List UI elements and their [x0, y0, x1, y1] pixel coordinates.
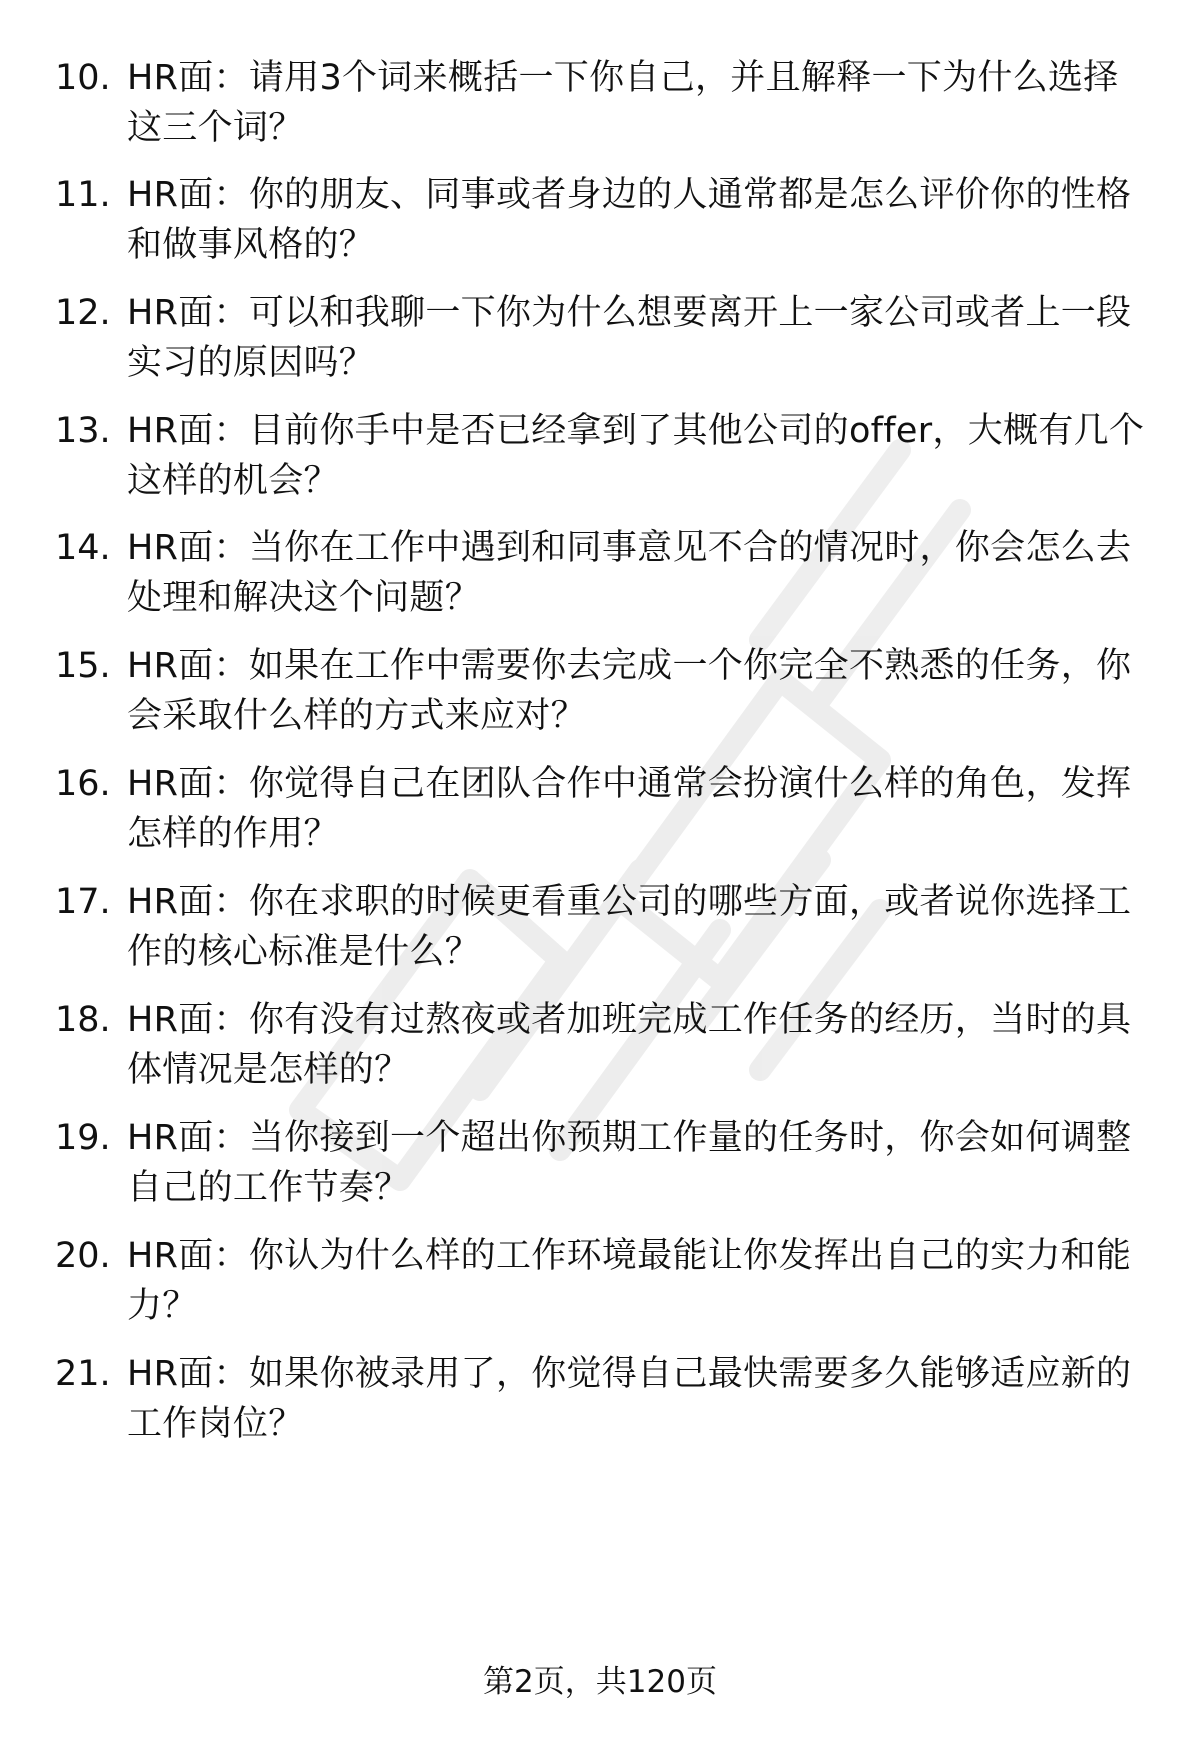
page-number-footer: 第2页，共120页	[483, 1664, 717, 1700]
question-text: HR面：请用3个词来概括一下你自己，并且解释一下为什么选择这三个词？	[127, 58, 1119, 148]
question-number: 16.	[55, 764, 111, 804]
question-number: 12.	[55, 293, 111, 333]
question-number: 13.	[55, 411, 111, 451]
question-text: HR面：你的朋友、同事或者身边的人通常都是怎么评价你的性格和做事风格的？	[127, 175, 1132, 265]
question-number: 15.	[55, 646, 111, 686]
question-text: HR面：当你在工作中遇到和同事意见不合的情况时，你会怎么去处理和解决这个问题？	[127, 528, 1132, 618]
question-text: HR面：如果在工作中需要你去完成一个你完全不熟悉的任务，你会采取什么样的方式来应对？	[127, 646, 1132, 736]
question-number: 10.	[55, 58, 111, 98]
question-number: 11.	[55, 175, 111, 215]
question-text: HR面：当你接到一个超出你预期工作量的任务时，你会如何调整自己的工作节奏？	[127, 1118, 1132, 1208]
question-number: 14.	[55, 528, 111, 568]
question-text: HR面：可以和我聊一下你为什么想要离开上一家公司或者上一段实习的原因吗？	[127, 293, 1132, 383]
question-text: HR面：你有没有过熬夜或者加班完成工作任务的经历，当时的具体情况是怎样的？	[127, 1000, 1132, 1090]
question-number: 19.	[55, 1118, 111, 1158]
question-text: HR面：如果你被录用了，你觉得自己最快需要多久能够适应新的工作岗位？	[127, 1354, 1132, 1444]
question-number: 21.	[55, 1354, 111, 1394]
question-number: 18.	[55, 1000, 111, 1040]
question-text: HR面：目前你手中是否已经拿到了其他公司的offer，大概有几个这样的机会？	[127, 411, 1145, 501]
question-text: HR面：你觉得自己在团队合作中通常会扮演什么样的角色，发挥怎样的作用？	[127, 764, 1132, 854]
question-number: 20.	[55, 1236, 111, 1276]
question-number: 17.	[55, 882, 111, 922]
question-text: HR面：你认为什么样的工作环境最能让你发挥出自己的实力和能力？	[127, 1236, 1132, 1326]
question-text: HR面：你在求职的时候更看重公司的哪些方面，或者说你选择工作的核心标准是什么？	[127, 882, 1132, 972]
